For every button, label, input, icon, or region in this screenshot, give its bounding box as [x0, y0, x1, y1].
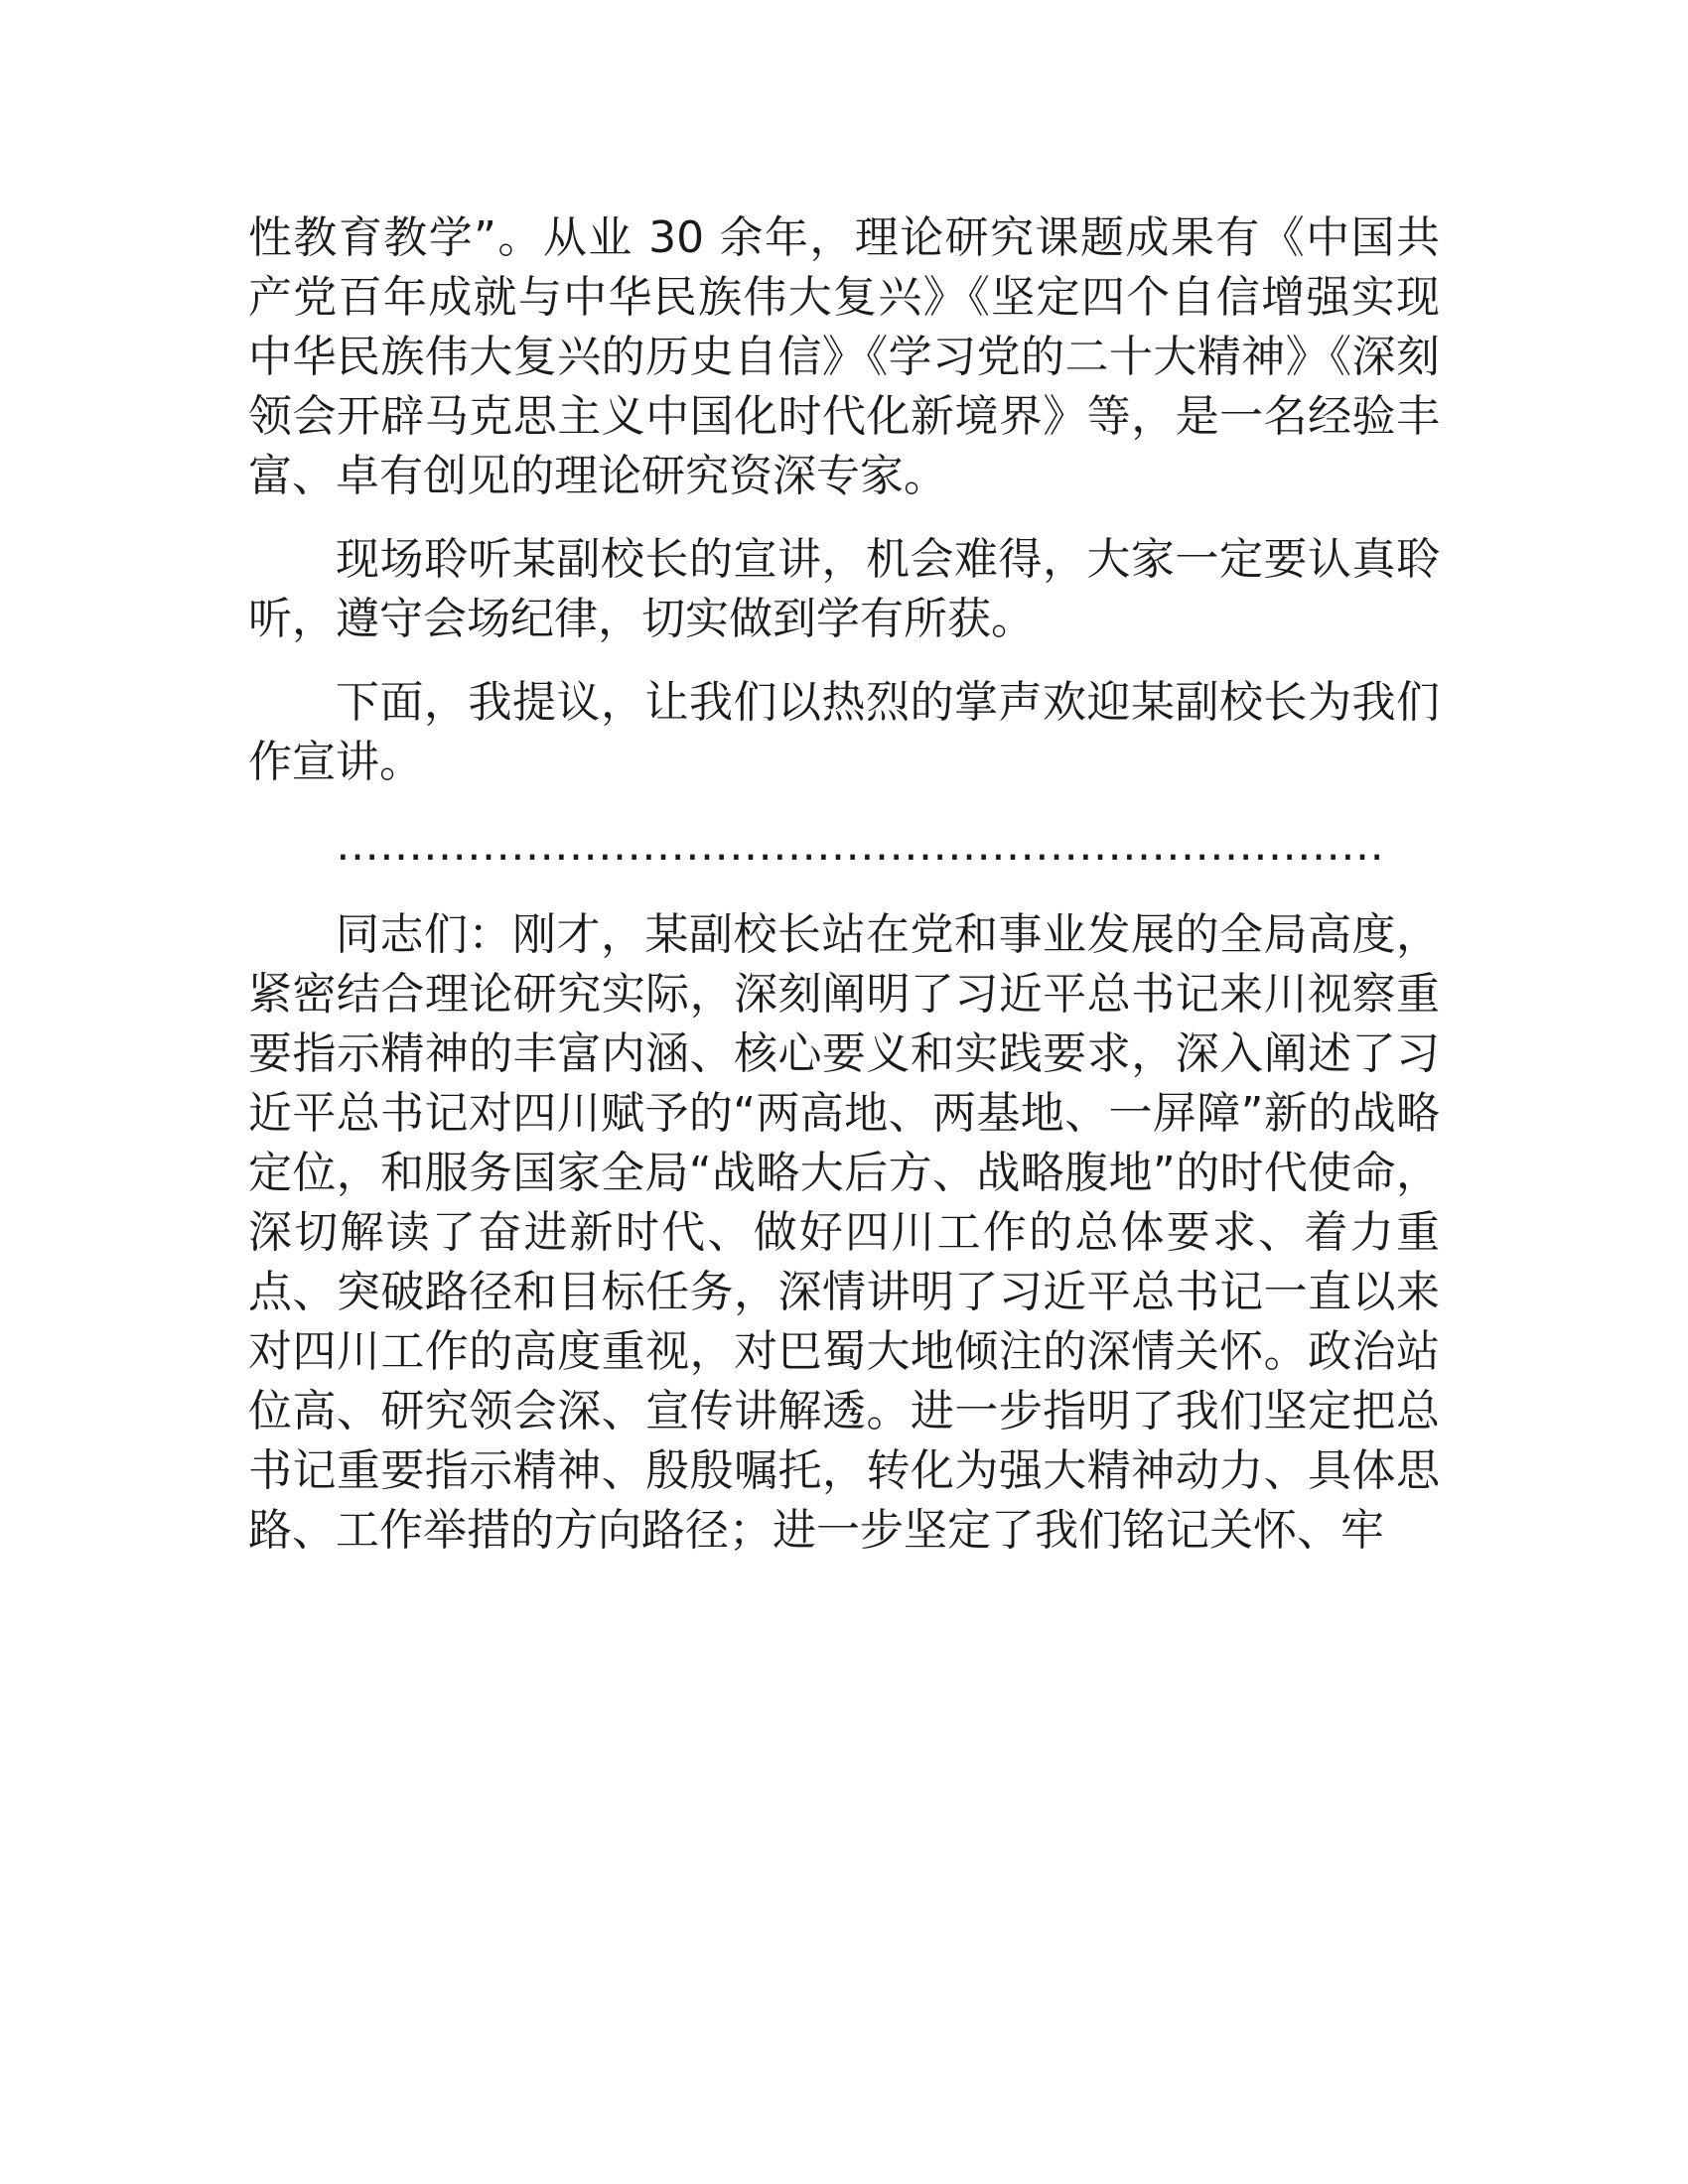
section-separator-dots: ………………………………………………………………	[336, 820, 1384, 871]
document-page	[248, 208, 1440, 1584]
paragraph-listen-instruction: 现场聆听某副校长的宣讲，机会难得，大家一定要认真聆听，遵守会场纪律，切实做到学有所获。	[248, 534, 1440, 644]
paragraph-summary-remarks: 同志们：刚才，某副校长站在党和事业发展的全局高度，紧密结合理论研究实际，深刻阐明了习近平总书记来川视察重要指示精神的丰富内涵、核心要义和实践要求，深入阐述了习近平总书记对四川赋予的“两高地、两基地、一屏障”新的战略定位，和服务国家全局“战略大后方、战略腹地”的时代使命，深切解读了奋进新时代、做好四川工作的总体要求、着力重点、突破路径和目标任务，深情讲明了习近平总书记一直以来对四川工作的高度重视，对巴蜀大地倾注的深情关怀。政治站位高、研究领会深、宣传讲解透。进一步指明了我们坚定把总书记重要指示精神、殷殷嘱托，转化为强大精神动力、具体思路、工作举措的方向路径；进一步坚定了我们铭记关怀、牢	[248, 909, 1440, 1556]
paragraph-welcome-applause: 下面，我提议，让我们以热烈的掌声欢迎某副校长为我们作宣讲。	[248, 677, 1440, 787]
paragraph-expert-intro: 性教育教学”。从业 30 余年，理论研究课题成果有《中国共产党百年成就与中华民族伟大复兴》《坚定四个自信增强实现中华民族伟大复兴的历史自信》《学习党的二十大精神》《深刻领会开辟马克思主义中国化时代化新境界》等，是一名经验丰富、卓有创见的理论研究资深专家。	[248, 212, 1440, 501]
